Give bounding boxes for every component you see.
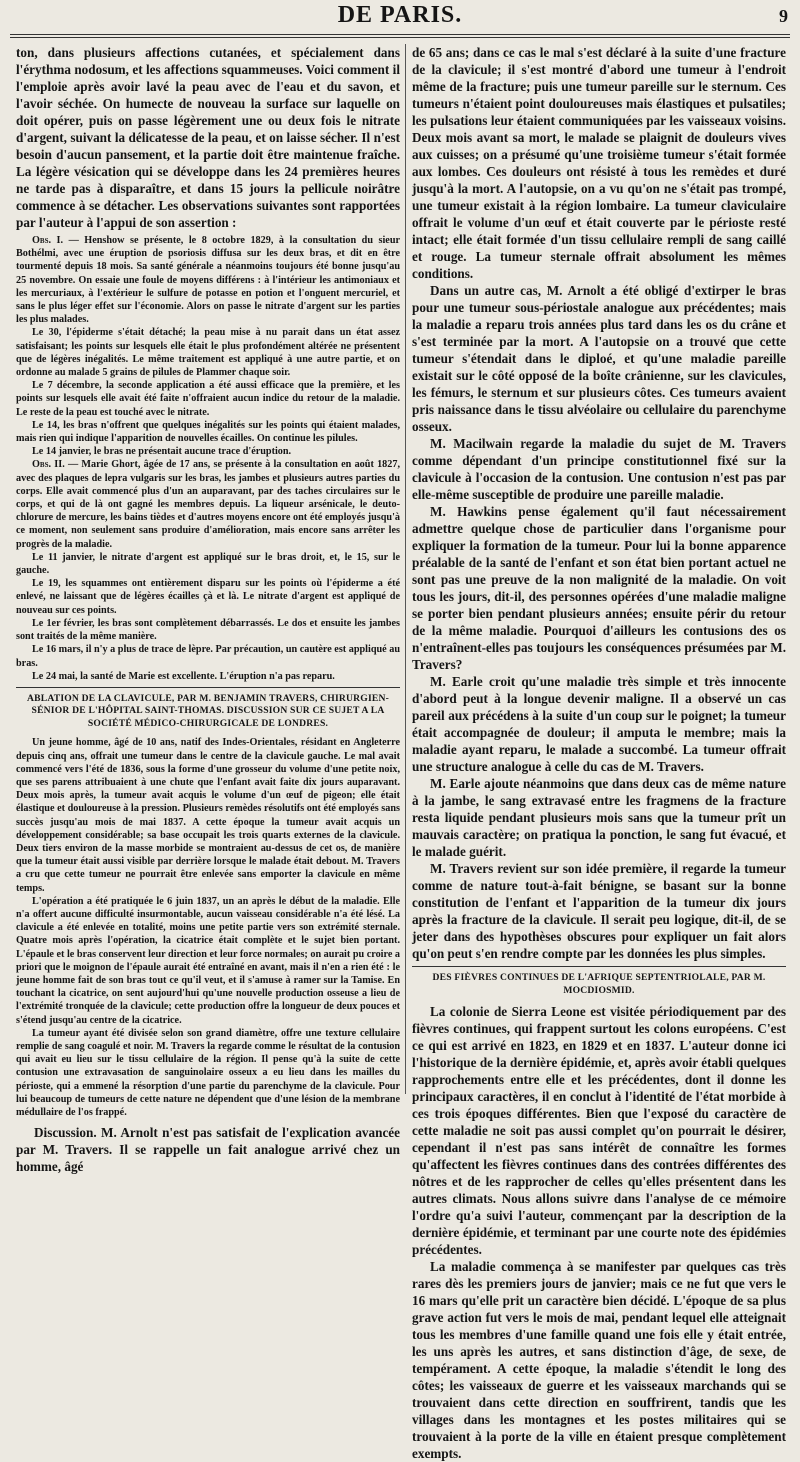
section-heading-fievres: DES FIÈVRES CONTINUES DE L'AFRIQUE SEPTENTRIOLALE, PAR M. MOCDIOSMID. [432,972,766,996]
arnolt-second-case-paragraph: Dans un autre cas, M. Arnolt a été obligé d'extirper le bras pour une tumeur sous-périostale analogue aux précédentes; mais la maladie a reparu trois années plus tard dans les os du crâne et s'est terminée par la mort. A l'autopsie on a trouvé que cette tumeur s'étendait dans le diploé, et qu'une maladie pareille existait sur le côté opposé de la boîte crânienne, sur les clavicules, les fémurs, le sternum et sur plusieurs côtes. Ces tumeurs avaient pris naissance dans le tissu alvéolaire ou cellulaire du parenchyme osseux. [412,283,786,434]
section-rule [16,687,400,688]
header-rule [10,34,790,38]
clavicule-paragraph-3: La tumeur ayant été divisée selon son grand diamètre, offre une texture cellulaire remplie de sang coagulé et noir. M. Travers la regarde comme le résultat de la contusion qui avait eu lieu sur le tissu cellulaire de la région. Il pense qu'à la suite de cette contusion une extravasation de sanguinolaire osseux a eu lieu dans les mailles du périoste, qui a emmené la résorption d'une partie du parenchyme de la clavicule. Pour lui beaucoup de tumeurs de cette nature ne dépendent que d'une lésion de la membrane médullaire de l'os frappé. [16,1027,400,1119]
macilwain-paragraph: M. Macilwain regarde la maladie du sujet de M. Travers comme dépendant d'un principe constitutionnel fixé sur la clavicule à l'occasion de la contusion. Une contusion n'est pas par elle-même susceptible de produire une pareille maladie. [412,436,786,502]
page-number: 9 [779,6,788,26]
right-column [412,44,786,1461]
fievres-paragraph-1: La colonie de Sierra Leone est visitée périodiquement par des fièvres continues, qui frappent surtout les colons européens. C'est ce qui est arrivé en 1823, en 1829 et en 1837. L'auteur donne ici l'historique de la dernière épidémie, et, après avoir établi quelques rapprochements entre elle et les précédentes, dont il donne les principaux caractères, il en conclut à l'identité de l'état morbide à ces trois époques différentes. Bien que l'exposé du caractère de cette maladie ne soit pas aussi complet qu'on pourrait le désirer, cependant il n'est pas sans intérêt de connaître les formes qu'affectent les fièvres continues dans des contrées différentes des nôtres et de les rapprocher de celles qu'elles présentent dans les autres climats. Nous allons suivre dans l'analyse de ce mémoire l'ordre qu'a suivi l'auteur, commençant par la description de la dernière épidémie, et terminant par une courte note des épidémies précédentes. [412,1004,786,1257]
fievres-paragraph-2: La maladie commença à se manifester par quelques cas très rares dès les premiers jours de janvier; mais ce ne fut que vers le 16 mars qu'elle prit un caractère bien décidé. L'époque de sa plus grave action fut vers le mois de mai, pendant lequel elle atteignait tous les membres d'une famille quand une fois elle y était entrée, les uns après les autres, et sans distinction d'âge, de sexe, de tempérament. A cette époque, la maladie s'étendit le long des côtes; les vaisseaux de guerre et les vaisseaux marchands qui se trouvaient dans cette direction en souffrirent, tandis que les villages dans les montagnes et les postes militaires qui se trouvaient à la porte de la ville en étaient presque complètement exempts. [412,1259,786,1461]
travers-reply-paragraph: M. Travers revient sur son idée première, il regarde la tumeur comme de nature tout-à-fait bénigne, se basant sur la bonne constitution de l'enfant et l'apparition de la tumeur dix jours après la fracture de la clavicule. Il serait peu logique, dit-il, de se jeter dans des hypothèses obscures pour expliquer un fait alors qu'on peut s'en rendre compte par les données les plus simples. [412,861,786,961]
column-divider [405,44,406,1094]
observation-1 [16,234,400,326]
section-rule-right [412,966,786,967]
observation-2-label: Obs. II. [32,459,65,471]
paragraph-le-19: Le 19, les squammes ont entièrement disparu sur les points où l'épiderme a été enlevé, ne laissant que de légères écailles çà et là. Le nitrate d'argent est appliqué de nouveau sur ces points. [16,578,400,616]
paragraph-7-decembre: Le 7 décembre, la seconde application a été aussi efficace que la première, et les points sur lesquels elle avait été faite n'offraient aucun indice du retour de la maladie. Le reste de la peau est touché avec le nitrate. [16,380,400,418]
paragraph-1er-fevrier: Le 1er février, les bras sont complètement débarrassés. Le dos et ensuite les jambes sont traités de la même manière. [16,617,400,643]
discussion-paragraph: Discussion. M. Arnolt n'est pas satisfait de l'explication avancée par M. Travers. Il se rappelle un fait analogue arrivé chez un homme, âgé [16,1125,400,1175]
paragraph-16-mars: Le 16 mars, il n'y a plus de trace de lèpre. Par précaution, un cautère est appliqué au bras. [16,644,400,669]
clavicule-paragraph-1: Un jeune homme, âgé de 10 ans, natif des Indes-Orientales, résidant en Angleterre depuis cinq ans, offrait une tumeur dans le centre de la clavicule gauche. Le mal avait commencé vers l'été de 1836, sous la forme d'une grosseur du volume d'une petite noix, que ses parens attribuaient à une chute que l'enfant avait faite dix jours auparavant. Deux mois après, la tumeur avait acquis le volume d'un œuf de pigeon; elle était élastique et douloureuse à la pression. Plusieurs remèdes résolutifs ont été employés sans succès jusqu'au mois de mai 1837. A cette époque la tumeur avait acquis un développement considérable; sa base occupait les trois quarts externes de la clavicule. Deux tiers environ de la masse morbide se montraient au-dessus de cet os, de manière que la tumeur était aussi visible par derrière lorsque le malade était debout. M. Travers a cru que cette tumeur ne pourrait être enlevée sans emporter la clavicule en même temps. [16,737,400,894]
intro-paragraph: ton, dans plusieurs affections cutanées, et spécialement dans l'érythma nodosum, et les affections squammeuses. Voici comment il l'emploie après avoir lavé la peau avec de l'eau et du savon, et l'avoir séchée. On humecte de nouveau la surface sur laquelle on doit opérer, puis on passe légèrement une ou deux fois le nitrate d'argent, suivant la délicatesse de la peau, et on laisse sécher. Il n'est besoin d'aucun pansement, et la partie doit être maintenue fraîche. La légère vésication qui se développe dans les 24 premières heures ne tarde pas à disparaître, et dans 15 jours la pellicule noirâtre commence à se détacher. Les observations suivantes sont rapportées par l'auteur à l'appui de son assertion : [16,45,400,230]
paragraph-24-mai: Le 24 mai, la santé de Marie est excellente. L'éruption n'a pas reparu. [32,670,335,682]
arnolt-case-paragraph: de 65 ans; dans ce cas le mal s'est déclaré à la suite d'une fracture de la clavicule; il s'est montré d'abord une tumeur à l'endroit même de la fracture; puis une tumeur pareille sur le sternum. Ces tumeurs n'étaient point douloureuses mais élastiques et pulsatiles; les pulsations leur étaient communiquées par les vaisseaux voisins. Deux mois avant sa mort, le malade se plaignit de douleurs vives aux cuisses; on a présumé qu'une troisième tumeur s'était formée aux lombes. Ces douleurs ont résisté à tous les remèdes et duré jusqu'à la mort. A l'autopsie, on a vu qu'on ne s'était pas trompé, une tumeur existait à la région lombaire. La tumeur claviculaire offrait le volume d'un œuf et était couverte par le périoste resté intact; elle était formée d'un tissu cellulaire rempli de sang caillé et rouge. La tumeur sternale offrait absolument les mêmes conditions. [412,45,786,281]
page-header [0,0,800,46]
section-heading-clavicule: ABLATION DE LA CLAVICULE, PAR M. BENJAMIN TRAVERS, CHIRURGIEN-SÉNIOR DE L'HÔPITAL SAINT-THOMAS. DISCUSSION SUR CE SUJET A LA SOCIÉTÉ MÉDICO-CHIRURGICALE DE LONDRES. [27,692,389,729]
observation-2-text: — Marie Ghort, âgée de 17 ans, se présente à la consultation en août 1827, avec des plaques de lepra vulgaris sur les bras, les jambes et plusieurs autres parties du corps. Elle avait commencé plus d'un an auparavant, par des taches circulaires sur le corps, et qui de là ont gagné les membres depuis. La liqueur arsénicale, le deuto-chlorure de mercure, les bains tièdes et d'autres moyens encore ont été employés jusqu'à ce moment, non seulement sans produire d'amélioration, mais encore sans arrêter les progrès de la maladie. [16,459,401,550]
clavicule-paragraph-2: L'opération a été pratiquée le 6 juin 1837, un an après le début de la maladie. Elle n'a offert aucune difficulté insurmontable, aucun vaisseau considérable n'a été lésé. La clavicule a été enlevée en totalité, moins une petite partie vers son extrémité sternale. Quatre mois après l'opération, la cicatrice était complète et le sujet bien portant. L'épaule et le bras conservent leur direction et leur force normales; on aurait pu croire a priori que le moignon de l'épaule aurait été entraîné en avant, mais il n'en a rien été : le jeune homme fait de son bras tout ce qu'il veut, et il s'amuse à ramer sur la Tamise. En touchant la cicatrice, on sent aujourd'hui qu'une nouvelle production osseuse a lieu de l'extrémité tronquée de la clavicule; cette production offre la longueur de deux pouces et s'étend jusqu'au centre de la cicatrice. [16,895,400,1026]
paragraph-le-30: Le 30, l'épiderme s'était détaché; la peau mise à nu parait dans un état assez satisfaisant; les points sur lesquels elle était le plus profondément altérée ne présentent que de légères inégalités. Le même traitement est appliqué à une autre partie, et on ordonne au malade 5 grains de pilules de Plammer chaque soir. [16,327,400,379]
header-title: DE PARIS. [337,2,463,28]
hawkins-paragraph: M. Hawkins pense également qu'il faut nécessairement admettre quelque chose de particulier dans l'organisme pour expliquer la formation de la tumeur. Pour lui la bonne apparence préalable de la santé de l'enfant et son état bien portant actuel ne sont pas une preuve de la non malignité de la maladie. On voit tous les jours, dit-il, des personnes opérées d'une maladie maligne se porter bien pendant plusieurs années; ensuite périr du retour de la même maladie. Pourquoi d'ailleurs les contusions des os n'entraînent-elles pas toujours les conséquences présumées par M. Travers? [412,504,786,672]
earle-paragraph-1: M. Earle croit qu'une maladie très simple et très innocente d'abord peut à la longue devenir maligne. Il a observé un cas pareil aux précédens à la suite d'un coup sur le poignet; la tumeur était accompagnée de douleur; il amputa le membre; mais la maladie ayant reparu, le malade a succombé. La tumeur offrait une structure analogue à celle du cas de M. Travers. [412,674,786,774]
observation-1-text: — Henshow se présente, le 8 octobre 1829, à la consultation du sieur Bothélmi, avec une éruption de psoriosis diffusa sur les deux bras, et dit en être tourmenté depuis 18 mois. Sa santé générale a néanmoins toujours été bonne jusqu'au 25 novembre. On essaie une foule de moyens différens : à l'intérieur les antimoniaux et les mercuriaux, à l'extérieur le sulfure de potasse en potion et l'onguent mercuriel, et sans le plus léger effet sur l'économie. Alors on passe le nitrate d'argent sur les parties les plus malades. [16,235,401,326]
paragraph-11-janvier: Le 11 janvier, le nitrate d'argent est appliqué sur le bras droit, et, le 15, sur le gauche. [16,551,400,577]
observation-2 [16,458,400,550]
paragraph-le-14: Le 14, les bras n'offrent que quelques inégalités sur les points qui étaient malades, mais rien qui indique l'apparition de nouvelles écailles. On continue les pilules. [16,419,400,445]
paragraph-14-janvier: Le 14 janvier, le bras ne présentait aucune trace d'éruption. [32,446,292,458]
left-column [16,44,401,1175]
earle-paragraph-2: M. Earle ajoute néanmoins que dans deux cas de même nature à la jambe, le sang extravasé entre les fragmens de la fracture resta liquide pendant plusieurs mois sans que la tumeur prît un mauvais caractère; on pratiqua la ponction, le sang fut évacué, et le malade guérit. [412,776,786,859]
observation-1-label: Obs. I. [32,235,64,246]
